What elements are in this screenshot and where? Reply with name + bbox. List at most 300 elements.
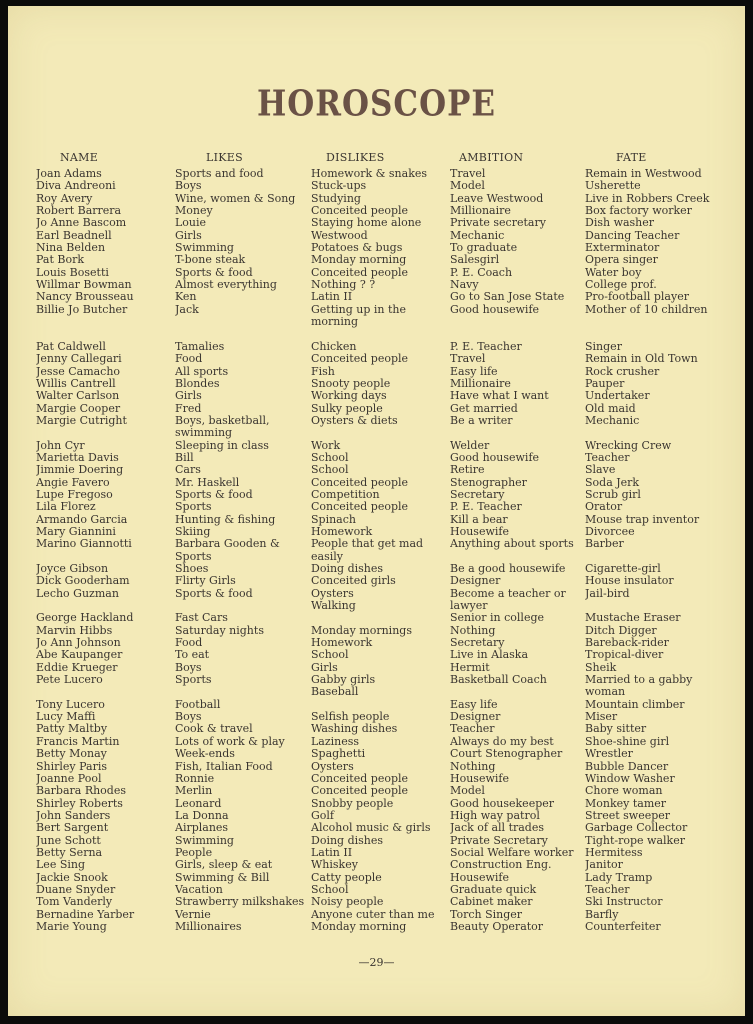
likes-entry: Bill (175, 451, 194, 464)
dislikes-entry: Selfish people (311, 711, 390, 724)
likes-entry: Sports & food (175, 488, 253, 501)
fate-entry: Chore woman (585, 785, 663, 798)
ambition-entry: Court Stenographer (450, 748, 563, 761)
fate-entry: Live in Robbers Creek (585, 192, 710, 205)
dislikes-entry: Spaghetti (311, 748, 366, 761)
ambition-entry: Easy life (450, 698, 498, 711)
dislikes-entry: Oysters & diets (311, 414, 398, 427)
dislikes-entry: Doing dishes (311, 563, 384, 575)
name-entry: Jackie Snook (36, 871, 108, 884)
likes-entry: Cars (175, 464, 201, 477)
ambition-entry: Jack of all trades (450, 822, 545, 835)
name-entry: Nancy Brousseau (36, 291, 134, 304)
ambition-entry: lawyer (450, 600, 488, 613)
name-entry: Eddie Krueger (36, 661, 118, 674)
likes-entry: Football (175, 698, 221, 711)
dislikes-entry: Snooty people (311, 377, 391, 390)
fate-entry: Slave (585, 464, 616, 477)
ambition-entry: Retire (450, 464, 485, 477)
dislikes-entry: Sulky people (311, 402, 383, 415)
fate-entry: woman (585, 686, 626, 699)
name-entry (36, 686, 176, 698)
fate-entry (585, 328, 725, 340)
fate-entry: Mechanic (585, 414, 640, 427)
ambition-entry: Be a writer (450, 414, 513, 427)
likes-entry: Ronnie (175, 772, 215, 785)
dislikes-entry: Catty people (311, 871, 382, 884)
likes-entry: Merlin (175, 785, 213, 798)
name-entry: Margie Cutright (36, 414, 127, 427)
dislikes-entry: School (311, 883, 349, 896)
likes-entry: Sports and food (175, 168, 264, 180)
header-fate: FATE (616, 151, 647, 164)
name-entry: Tony Lucero (36, 698, 105, 711)
dislikes-entry: Conceited girls (311, 575, 396, 588)
fate-entry: Opera singer (585, 254, 658, 267)
dislikes-entry: Homework (311, 637, 373, 650)
fate-entry: Tight-rope walker (585, 834, 685, 847)
likes-entry: Strawberry milkshakes (175, 896, 305, 909)
ambition-entry: Nothing (450, 760, 496, 773)
fate-entry: Teacher (585, 883, 630, 896)
dislikes-entry: Conceited people (311, 476, 409, 489)
likes-entry: Leonard (175, 797, 222, 810)
dislikes-entry: Noisy people (311, 896, 384, 909)
fate-entry: Divorcee (585, 525, 635, 538)
fate-entry: Lady Tramp (585, 871, 653, 884)
fate-entry: Water boy (585, 266, 642, 279)
ambition-entry: Live in Alaska (450, 649, 529, 662)
likes-entry: Boys (175, 711, 202, 724)
name-entry: Abe Kaupanger (36, 649, 123, 662)
header-dislikes: DISLIKES (326, 151, 385, 164)
name-entry: June Schott (36, 834, 101, 847)
fate-entry: Janitor (585, 859, 623, 872)
ambition-entry: Salesgirl (450, 254, 500, 267)
name-entry: Lee Sing (36, 859, 86, 872)
dislikes-entry: easily (311, 550, 343, 563)
likes-entry: Food (175, 353, 203, 366)
dislikes-entry: Working days (311, 390, 387, 403)
fate-entry: Mouse trap inventor (585, 513, 700, 526)
fate-entry: Undertaker (585, 390, 650, 403)
likes-entry: La Donna (175, 809, 229, 822)
likes-entry: Girls, sleep & eat (175, 859, 273, 872)
name-entry: Lupe Fregoso (36, 488, 113, 501)
ambition-entry: Graduate quick (450, 883, 537, 896)
likes-entry: Tamalies (175, 340, 225, 353)
header-likes: LIKES (206, 151, 243, 164)
likes-entry: Swimming (175, 242, 234, 255)
likes-entry: All sports (175, 365, 229, 378)
likes-entry: Boys (175, 661, 202, 674)
likes-entry: Food (175, 637, 203, 650)
fate-entry: Bubble Dancer (585, 760, 669, 773)
likes-entry: Sports (175, 501, 212, 514)
likes-entry: Fast Cars (175, 612, 228, 625)
dislikes-entry: People that get mad (311, 538, 424, 551)
fate-entry: Cigarette-girl (585, 563, 661, 575)
name-entry: Billie Jo Butcher (36, 303, 128, 316)
name-entry: Jo Anne Bascom (36, 217, 127, 230)
ambition-entry: P. E. Teacher (450, 501, 522, 514)
ambition-entry: P. E. Teacher (450, 340, 522, 353)
fate-entry: Tropical-diver (585, 649, 664, 662)
name-entry: Willis Cantrell (36, 377, 116, 390)
likes-entry: Vernie (175, 908, 211, 921)
fate-entry: Orator (585, 501, 623, 514)
ambition-entry: Navy (450, 279, 479, 292)
dislikes-entry: Homework (311, 525, 373, 538)
fate-entry (585, 600, 725, 612)
dislikes-entry: Oysters (311, 587, 354, 600)
fate-entry: Scrub girl (585, 488, 641, 501)
dislikes-entry: Monday morning (311, 920, 407, 933)
fate-entry: Married to a gabby (585, 674, 693, 687)
name-entry: Margie Cooper (36, 402, 121, 415)
ambition-entry: Millionaire (450, 205, 511, 218)
dislikes-entry: Girls (311, 661, 338, 674)
name-entry: Marino Giannotti (36, 538, 132, 551)
ambition-column (450, 168, 587, 933)
likes-entry: Sports & food (175, 587, 253, 600)
likes-entry: Ken (175, 291, 197, 304)
name-entry: Lecho Guzman (36, 587, 119, 600)
name-entry: Lucy Maffi (36, 711, 96, 724)
dislikes-column (311, 168, 451, 933)
likes-entry: To eat (175, 649, 210, 662)
dislikes-entry: Chicken (311, 340, 357, 353)
name-entry: Bert Sargent (36, 822, 109, 835)
ambition-entry: Secretary (450, 488, 505, 501)
dislikes-entry: Studying (311, 192, 361, 205)
fate-entry (585, 316, 725, 328)
dislikes-entry: Nothing ? ? (311, 279, 376, 292)
fate-entry: Remain in Westwood (585, 168, 702, 180)
ambition-entry: P. E. Coach (450, 266, 513, 279)
fate-entry: Counterfeiter (585, 920, 661, 933)
dislikes-entry: Gabby girls (311, 674, 376, 687)
fate-entry: Rock crusher (585, 365, 660, 378)
name-entry: Pat Caldwell (36, 340, 106, 353)
fate-entry: Garbage Collector (585, 822, 688, 835)
name-entry: Patty Maltby (36, 723, 108, 736)
dislikes-entry: Alcohol music & girls (311, 822, 431, 835)
ambition-entry: Model (450, 180, 485, 193)
fate-entry: Ditch Digger (585, 624, 657, 637)
ambition-entry (450, 686, 587, 698)
ambition-entry: Get married (450, 402, 518, 415)
likes-entry: Lots of work & play (175, 735, 285, 748)
dislikes-entry: Anyone cuter than me (311, 908, 435, 921)
likes-entry: Barbara Gooden & (175, 538, 280, 551)
fate-entry: Bareback-rider (585, 637, 669, 650)
fate-entry: Dancing Teacher (585, 229, 680, 242)
ambition-entry: Easy life (450, 365, 498, 378)
ambition-entry: Basketball Coach (450, 674, 547, 687)
fate-entry: Baby sitter (585, 723, 647, 736)
name-entry (36, 600, 176, 612)
dislikes-entry: Walking (311, 600, 356, 613)
ambition-entry: Kill a bear (450, 513, 508, 526)
fate-entry: Wrecking Crew (585, 439, 672, 452)
name-entry: Earl Beadnell (36, 229, 112, 242)
yearbook-page (8, 6, 745, 1016)
name-entry: Barbara Rhodes (36, 785, 126, 798)
fate-entry: Miser (585, 711, 618, 724)
name-entry (36, 316, 176, 328)
dislikes-entry: School (311, 451, 349, 464)
likes-entry: Blondes (175, 377, 220, 390)
name-entry: Joan Adams (36, 168, 102, 180)
name-entry: Joanne Pool (36, 772, 102, 785)
likes-entry: swimming (175, 427, 233, 440)
likes-entry: Girls (175, 229, 202, 242)
fate-entry: Mustache Eraser (585, 612, 681, 625)
dislikes-entry (311, 427, 451, 439)
likes-entry: Almost everything (175, 279, 277, 292)
fate-entry: Singer (585, 340, 622, 353)
ambition-entry: Go to San Jose State (450, 291, 565, 304)
name-entry: Marietta Davis (36, 451, 119, 464)
name-entry: Jenny Callegari (36, 353, 122, 366)
ambition-entry: Social Welfare worker (450, 846, 574, 859)
ambition-entry: Teacher (450, 723, 495, 736)
likes-entry: Wine, women & Song (175, 192, 296, 205)
ambition-entry: Nothing (450, 624, 496, 637)
likes-entry (175, 316, 313, 328)
name-entry: Jo Ann Johnson (36, 637, 121, 650)
dislikes-entry: Westwood (311, 229, 368, 242)
dislikes-entry: Conceited people (311, 772, 409, 785)
ambition-entry: Model (450, 785, 485, 798)
dislikes-entry: Latin II (311, 846, 353, 859)
likes-entry (175, 328, 313, 340)
dislikes-entry (311, 328, 451, 340)
name-entry: Roy Avery (36, 192, 93, 205)
likes-entry: Boys, basketball, (175, 414, 270, 427)
ambition-entry: Millionaire (450, 377, 511, 390)
fate-entry: Wrestler (585, 748, 633, 761)
ambition-entry: Be a good housewife (450, 563, 566, 575)
ambition-entry: Housewife (450, 772, 509, 785)
ambition-entry: Leave Westwood (450, 192, 544, 205)
name-entry: Angie Favero (36, 476, 110, 489)
name-entry: Francis Martin (36, 735, 120, 748)
name-entry: Betty Monay (36, 748, 107, 761)
fate-entry: Barfly (585, 908, 619, 921)
name-entry: Shirley Paris (36, 760, 108, 773)
name-entry: Jimmie Doering (36, 464, 124, 477)
likes-entry (175, 686, 313, 698)
name-column (36, 168, 176, 933)
likes-entry: Mr. Haskell (175, 476, 240, 489)
likes-entry: Boys (175, 180, 202, 193)
likes-entry (175, 600, 313, 612)
dislikes-entry: School (311, 649, 349, 662)
fate-entry: Jail-bird (585, 587, 630, 600)
ambition-entry: Always do my best (450, 735, 554, 748)
dislikes-entry: Snobby people (311, 797, 394, 810)
ambition-entry: Have what I want (450, 390, 549, 403)
dislikes-entry: Baseball (311, 686, 359, 699)
likes-entry: Fred (175, 402, 202, 415)
ambition-entry: Torch Singer (450, 908, 523, 921)
likes-entry: Saturday nights (175, 624, 264, 637)
fate-entry: Dish washer (585, 217, 655, 230)
likes-entry: Flirty Girls (175, 575, 236, 588)
likes-entry: Airplanes (175, 822, 229, 835)
fate-entry: Shoe-shine girl (585, 735, 670, 748)
fate-entry: Monkey tamer (585, 797, 667, 810)
name-entry: Mary Giannini (36, 525, 116, 538)
ambition-entry: Good housewife (450, 303, 540, 316)
likes-entry: Cook & travel (175, 723, 253, 736)
name-entry: Marie Young (36, 920, 107, 933)
name-entry: Betty Serna (36, 846, 103, 859)
ambition-entry (450, 316, 587, 328)
likes-entry: Millionaires (175, 920, 242, 933)
dislikes-entry: Stuck-ups (311, 180, 367, 193)
fate-entry: Box factory worker (585, 205, 692, 218)
name-entry (36, 551, 176, 563)
name-entry: Diva Andreoni (36, 180, 116, 193)
fate-entry: Ski Instructor (585, 896, 663, 909)
likes-column (175, 168, 313, 933)
fate-entry (585, 551, 725, 563)
dislikes-entry: Latin II (311, 291, 353, 304)
dislikes-entry: Golf (311, 809, 334, 822)
likes-entry: Fish, Italian Food (175, 760, 273, 773)
likes-entry: Sports (175, 550, 212, 563)
ambition-entry: To graduate (450, 242, 518, 255)
ambition-entry: Welder (450, 439, 490, 452)
fate-entry (585, 427, 725, 439)
likes-entry: Sports (175, 674, 212, 687)
fate-entry: Hermitess (585, 846, 643, 859)
fate-entry: Mother of 10 children (585, 303, 708, 316)
dislikes-entry: Monday mornings (311, 624, 412, 637)
dislikes-entry: Conceited people (311, 785, 409, 798)
likes-entry: Sports & food (175, 266, 253, 279)
likes-entry: Swimming (175, 834, 234, 847)
ambition-entry: Good housewife (450, 451, 540, 464)
dislikes-entry: Staying home alone (311, 217, 422, 230)
ambition-entry: Private Secretary (450, 834, 548, 847)
dislikes-entry: Conceited people (311, 266, 409, 279)
fate-entry: Old maid (585, 402, 636, 415)
name-entry: Louis Bosetti (36, 266, 109, 279)
ambition-entry: Designer (450, 575, 501, 588)
ambition-entry: High way patrol (450, 809, 540, 822)
fate-column (585, 168, 725, 933)
likes-entry: Vacation (175, 883, 223, 896)
likes-entry: Hunting & fishing (175, 513, 276, 526)
dislikes-entry: Washing dishes (311, 723, 398, 736)
ambition-entry: Cabinet maker (450, 896, 533, 909)
ambition-entry (450, 328, 587, 340)
fate-entry: Soda Jerk (585, 476, 640, 489)
dislikes-entry: Conceited people (311, 353, 409, 366)
name-entry: Marvin Hibbs (36, 624, 113, 637)
name-entry: Jesse Camacho (36, 365, 121, 378)
name-entry: John Cyr (36, 439, 85, 452)
fate-entry: Sheik (585, 661, 617, 674)
dislikes-entry: morning (311, 316, 359, 329)
ambition-entry: Become a teacher or (450, 587, 566, 600)
fate-entry: Barber (585, 538, 624, 551)
fate-entry: Teacher (585, 451, 630, 464)
dislikes-entry (311, 699, 451, 711)
dislikes-entry: Monday morning (311, 254, 407, 267)
fate-entry: Window Washer (585, 772, 675, 785)
ambition-entry: Housewife (450, 525, 509, 538)
dislikes-entry: Oysters (311, 760, 354, 773)
dislikes-entry: Fish (311, 365, 335, 378)
ambition-entry (450, 427, 587, 439)
dislikes-entry: Competition (311, 488, 380, 501)
ambition-entry: Stenographer (450, 476, 527, 489)
name-entry (36, 328, 176, 340)
ambition-entry: Travel (450, 168, 486, 180)
dislikes-entry: Potatoes & bugs (311, 242, 403, 255)
name-entry: Joyce Gibson (36, 563, 109, 575)
fate-entry: Pauper (585, 377, 625, 390)
dislikes-entry: Whiskey (311, 859, 358, 872)
ambition-entry: Secretary (450, 637, 505, 650)
likes-entry: Shoes (175, 563, 209, 575)
likes-entry: Jack (175, 303, 199, 316)
header-name: NAME (60, 151, 99, 164)
name-entry: Tom Vanderly (36, 896, 113, 909)
likes-entry: People (175, 846, 213, 859)
name-entry: Nina Belden (36, 242, 106, 255)
likes-entry: Girls (175, 390, 202, 403)
page-number: —29— (358, 956, 395, 969)
fate-entry: Usherette (585, 180, 641, 193)
dislikes-entry: Work (311, 439, 341, 452)
ambition-entry: Mechanic (450, 229, 505, 242)
ambition-entry: Housewife (450, 871, 509, 884)
ambition-entry: Construction Eng. (450, 859, 552, 872)
name-entry: Pat Bork (36, 254, 85, 267)
name-entry: Lila Florez (36, 501, 96, 514)
name-entry: Robert Barrera (36, 205, 122, 218)
name-entry: Armando Garcia (36, 513, 128, 526)
likes-entry: Week-ends (175, 748, 235, 761)
dislikes-entry: Laziness (311, 735, 360, 748)
likes-entry: Swimming & Bill (175, 871, 270, 884)
page-title: HOROSCOPE (256, 83, 497, 125)
dislikes-entry: School (311, 464, 349, 477)
dislikes-entry: Conceited people (311, 501, 409, 514)
name-entry: John Sanders (36, 809, 111, 822)
fate-entry: Street sweeper (585, 809, 671, 822)
dislikes-entry: Doing dishes (311, 834, 384, 847)
likes-entry: Sleeping in class (175, 439, 269, 452)
ambition-entry: Good housekeeper (450, 797, 555, 810)
fate-entry: Pro-football player (585, 291, 689, 304)
name-entry: Walter Carlson (36, 390, 120, 403)
dislikes-entry: Getting up in the (311, 303, 407, 316)
name-entry: Dick Gooderham (36, 575, 130, 588)
name-entry: Duane Snyder (36, 883, 116, 896)
fate-entry: Exterminator (585, 242, 660, 255)
ambition-entry: Hermit (450, 661, 490, 674)
header-ambition: AMBITION (459, 151, 524, 164)
name-entry: Willmar Bowman (36, 279, 132, 292)
likes-entry: T-bone steak (175, 254, 246, 267)
